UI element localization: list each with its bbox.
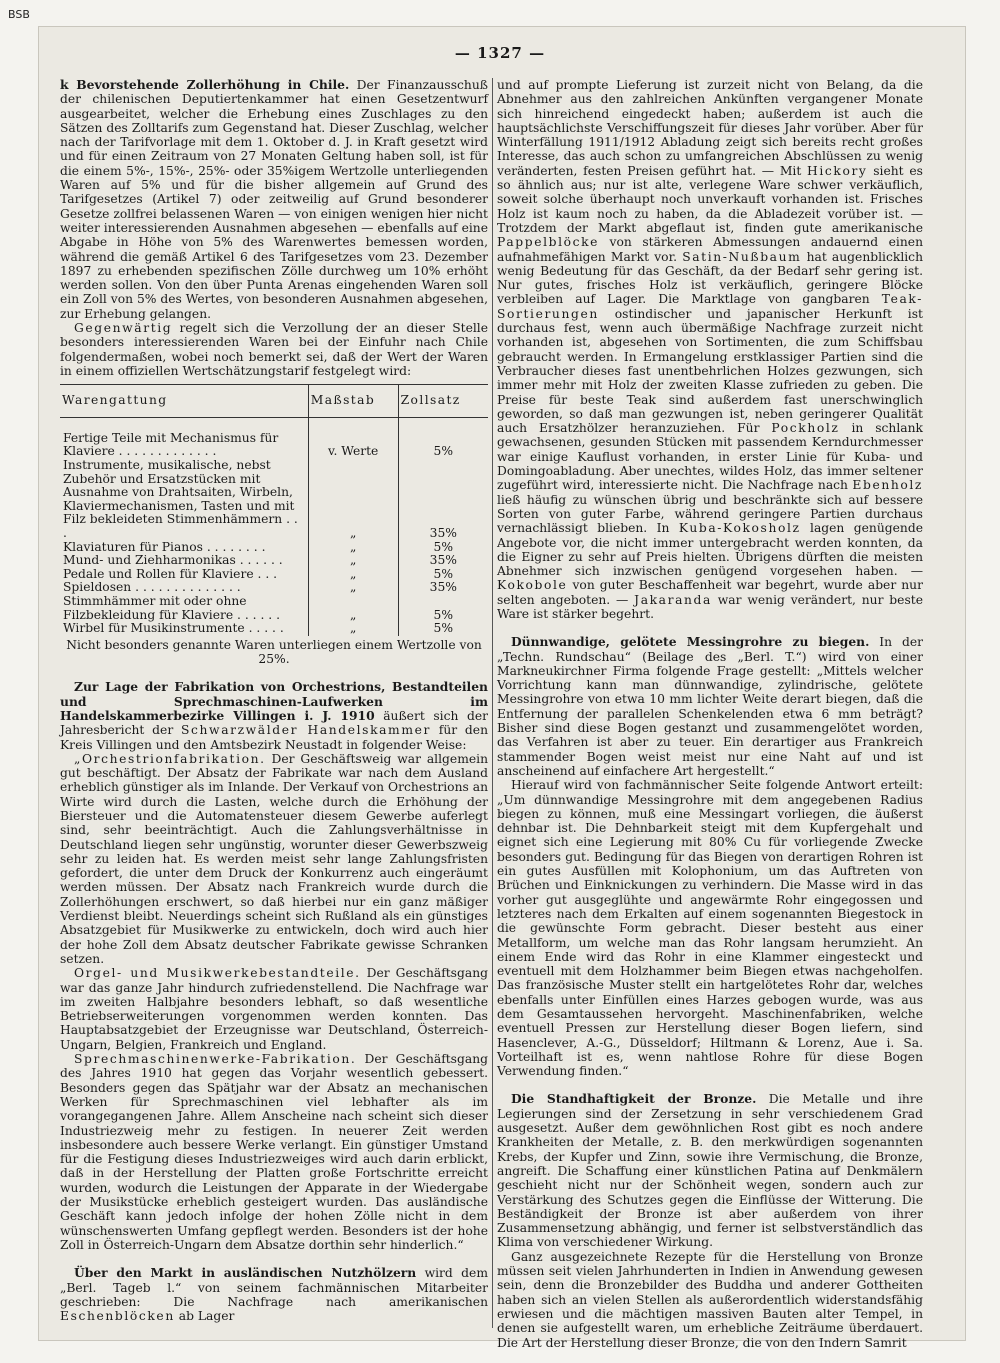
tariff-header-rate: Zollsatz xyxy=(398,385,488,418)
bronze-paragraph-1: Die Metalle und ihre Legierungen sind der Zersetzung in sehr verschiedenem Grad ausgesetzt. Außer dem gewöhnlichen Rost gibt es noch andere Krankheiten der Metalle, z. B. den merkwürdigen sogenannten Krebs, der Kupfer und Zinn, sowie ihre Vermischung, die Bronze, angreift. Die Schaffung einer künstlichen Patina auf Denkmälern geschieht nicht nur der Schönheit wegen, sondern auch zur Verstärkung des Schutzes gegen die Einflüsse der Witterung. Die Beständigkeit der Bronze ist aber außerdem von ihrer Zusammensetzung abhängig, und ferner ist selbstverständlich das Klima von verschiedener Wirkung. xyxy=(497,1092,923,1250)
tariff-rate: 5% xyxy=(398,541,488,555)
nutzholz-spaced: Eschenblöcken xyxy=(60,1309,175,1324)
holz-teak: Teak-Sortierungen xyxy=(497,292,923,321)
chile-paragraph-2 xyxy=(60,321,488,378)
tariff-item: Fertige Teile mit Mechanismus für Klaviere . . . . . . . . . . . . . xyxy=(63,430,279,459)
messing-paragraph-2: Hierauf wird von fachmännischer Seite folgende Antwort erteilt: „Um dünnwandige Messingrohre mit dem angegebenen Radius biegen zu können, muß eine Messingart vorliegen, die äußerst dehnbar ist. Die Dehnbarkeit steigt mit dem Kupfergehalt und eignet sich eine Legierung mit 80% Cu für vorliegende Zwecke besonders gut. Bedingung für das Biegen von derartigen Rohren ist ein gutes Ausfüllen mit Kolophonium, um das Auftreten von Brüchen und Einknickungen zu verhindern. Die Masse wird in das vorher gut ausgeglühte und angewärmte Rohr eingegossen und letzteres nach dem Erkalten auf einem sogenannten Biegestock in die gewünschte Form gebracht. Dieser besteht aus einer Metallform, um welche man das Rohr langsam herumzieht. An einem Ende wird das Rohr in eine Klammer eingesteckt und eventuell mit dem Holzhammer beim Biegen etwas nachgeholfen. Das französische Muster stellt ein hartgelötetes Rohr dar, welches ebenfalls unter Einfüllen eines Harzes gebogen wurde, was aus dem Gesamtaussehen hervorgeht. Maschinenfabriken, welche eventuell Pressen zur Herstellung dieser Bogen liefern, sind Hasenclever, A.-G., Düsseldorf; Hiltmann & Lorenz, Aue i. Sa. Vorteilhaft ist es, wenn nahtlose Rohre für diese Bogen Verwendung finden.“ xyxy=(497,778,923,1079)
holz-jakaranda: Jakaranda xyxy=(634,592,712,607)
tariff-item: Mund- und Ziehharmonikas . . . . . . xyxy=(63,553,283,568)
tariff-measure: „ xyxy=(308,595,398,622)
orchestrion-paragraph-2 xyxy=(60,966,488,1052)
bronze-paragraph-2: Ganz ausgezeichnete Rezepte für die Herstellung von Bronze müssen seit vielen Jahrhunderten in Indien in Anwendung gewesen sein, denn die Bronzebilder des Buddha und anderer Gottheiten haben sich an vielen Stellen als außerordentlich widerstandsfähig erwiesen und die mächtigen massiven Bauten alter Tempel, in denen sie aufgestellt waren, um erhebliche Zeiträume überdauert. Die Art der Herstellung dieser Bronze, die von den Indern Samrit xyxy=(497,1249,923,1350)
table-row xyxy=(60,541,488,555)
table-row xyxy=(60,595,488,622)
tariff-measure: „ xyxy=(308,459,398,541)
orchestrion-p2-spaced: Orgel- und Musikwerkebestandteile. xyxy=(74,966,361,981)
orchestrion-p2-text: Der Geschäftsgang war das ganze Jahr hindurch zufriedenstellend. Die Nachfrage war im zweiten Halbjahre besonders lebhaft, so daß wesentliche Betriebserweiterungen vorgenommen werden konnten. Das Hauptabsatzgebiet der Erzeugnisse war Deutschland, Österreich-Ungarn, Belgien, Frankreich und England. xyxy=(60,966,488,1052)
table-row xyxy=(60,459,488,541)
holz-text-8: lagen genügende Angebote vor, die nicht immer untergebracht werden konnten, da die Eigner zu sehr auf Preis hielten. Übrigens dürften die meisten Abnehmer sich inzwischen genügend vorgesehen haben. — xyxy=(497,521,923,579)
orchestrion-p3-text: Der Geschäftsgang des Jahres 1910 hat gegen das Vorjahr wesentlich gebessert. Besonders gegen das Spätjahr war der Absatz an mechanischen Werken für Sprechmaschinen viel lebhafter als im vorangegangenen Jahre. Allem Anscheine nach scheint sich dieser Industriezweig mehr zu festigen. In neuerer Zeit werden insbesondere auch bessere Werke verlangt. Ein günstiger Umstand für die Festigung dieses Industriezweiges wird auch darin erblickt, daß in der Herstellung der Platten große Fortschritte erreicht wurden, wodurch die Leistungen der Apparate in der Wiedergabe der Musikstücke erheblich gesteigert wurden. Das ausländische Geschäft kann jedoch infolge der hohen Zölle nicht in dem wünschenswerten Umfang gepflegt werden. Besonders ist der hohe Zoll in Österreich-Ungarn dem Absatze dorthin sehr hinderlich.“ xyxy=(60,1052,488,1252)
holz-text-9: von guter Beschaffenheit war begehrt, wurde aber nur selten angeboten. — xyxy=(497,578,923,607)
holz-kokobole: Kokobole xyxy=(497,578,568,593)
holz-ebenholz: Ebenholz xyxy=(852,478,923,493)
chile-p2-text: regelt sich die Verzollung der an dieser Stelle besonders interessierenden Waren bei der Einfuhr nach Chile folgendermaßen, wobei noch bemerkt sei, daß der Wert der Waren in einem offiziellen Wertschätzungstarif festgelegt wird: xyxy=(60,321,488,378)
tariff-measure: „ xyxy=(308,622,398,636)
tariff-rate: 5% xyxy=(398,568,488,582)
tariff-table xyxy=(60,384,488,636)
holz-text-4: hat augenblicklich wenig Bedeutung für das Geschäft, da der Bedarf sehr gering ist. Nur gutes, frisches Holz ist verkäuflich, geringere Blöcke verbleiben auf Lager. Die Marktlage von gangbaren xyxy=(497,249,923,307)
column-divider xyxy=(492,78,493,1328)
tariff-measure: „ xyxy=(308,581,398,595)
holz-text-3: von stärkeren Abmessungen andauernd einen aufnahmefähigen Markt vor. xyxy=(497,235,923,264)
tariff-item: Wirbel für Musikinstrumente . . . . . xyxy=(63,621,284,636)
tariff-measure: „ xyxy=(308,554,398,568)
orchestrion-intro-spaced: Schwarzwälder Handelskammer xyxy=(181,723,431,738)
table-row xyxy=(60,581,488,595)
tariff-footnote: Nicht besonders genannte Waren unterliegen einem Wertzolle von 25%. xyxy=(66,637,482,667)
holz-text-1: und auf prompte Lieferung ist zurzeit nicht von Belang, da die Abnehmer aus den zahlreichen Ankünften vergangener Monate sich hinreichend eingedeckt haben; außerdem ist auch die hauptsächlichste Verschiffungszeit für dieses Jahr vorüber. Aber für Winterfällung 1911/1912 Abladung zeigt sich bereits recht großes Interesse, das auch schon zu umfangreichen Abschlüssen zu wenig veränderten, festen Preisen geführt hat. — Mit xyxy=(497,78,923,178)
page-number: — 1327 — xyxy=(454,44,546,62)
tariff-rate: 35% xyxy=(398,581,488,595)
tariff-item: Instrumente, musikalische, nebst Zubehör und Ersatzstücken mit Ausnahme von Drahtsaiten, Wirbeln, Klaviermechanismen, Tasten und mit Filz bekleideten Stimmenhämmern . . . xyxy=(63,458,298,540)
table-row xyxy=(60,554,488,568)
tariff-measure: „ xyxy=(308,568,398,582)
orchestrion-intro-a: äußert sich der Jahresbericht der xyxy=(60,708,488,738)
nutzholz-heading: Über den Markt in ausländischen Nutzhölzern xyxy=(74,1265,417,1281)
chile-article xyxy=(60,78,488,321)
tariff-rate: 35% xyxy=(398,459,488,541)
messing-paragraph-1: In der „Techn. Rundschau“ (Beilage des „Berl. T.“) wird von einer Markneukirchner Firma folgende Frage gestellt: „Mittels welcher Vorrichtung kann man dünnwandige, zylindrische, gelötete Messingrohre von etwa 10 mm lichter Weite derart biegen, daß die Entfernung der parallelen Schenkelenden etwa 6 mm beträgt? Bisher sind diese Bogen gestanzt und zusammengelötet worden, das Verfahren ist aber zu teuer. Ein derartiger aus Frankreich stammender Bogen weist meist nur eine Naht auf und ist anscheinend auf einfachere Art hergestellt.“ xyxy=(497,635,923,778)
nutzholz-text-b: ab Lager xyxy=(178,1309,235,1324)
holz-satin: Satin-Nußbaum xyxy=(682,249,802,264)
bronze-heading: Die Standhaftigkeit der Bronze. xyxy=(511,1091,757,1107)
right-column xyxy=(497,78,923,1350)
library-mark: BSB xyxy=(8,8,30,21)
messing-article xyxy=(497,635,923,778)
holz-text-10: war wenig verändert, nur beste Ware ist stärker begehrt. xyxy=(497,592,923,621)
tariff-header-row xyxy=(60,385,488,418)
table-row xyxy=(60,417,488,459)
holz-paragraph xyxy=(497,78,923,621)
nutzholz-article xyxy=(60,1266,488,1323)
chile-p2-spaced: Gegenwärtig xyxy=(74,321,173,336)
tariff-rate: 5% xyxy=(398,595,488,622)
tariff-header-goods: Warengattung xyxy=(60,385,308,418)
table-row xyxy=(60,622,488,636)
orchestrion-p3-spaced: Sprechmaschinenwerke-Fabrikation. xyxy=(74,1052,357,1067)
nutzholz-text-a: wird dem „Berl. Tageb l.“ von seinem fachmännischen Mitarbeiter geschrieben: Die Nachfrage nach amerikanischen xyxy=(60,1266,488,1309)
messing-heading: Dünnwandige, gelötete Messingrohre zu biegen. xyxy=(511,634,870,650)
tariff-rate: 5% xyxy=(398,417,488,459)
orchestrion-heading: Zur Lage der Fabrikation von Orchestrions, Bestandteilen und Sprechmaschinen-Laufwerken im Handelskammerbezirke Villingen i. J. 1910 xyxy=(60,679,488,723)
orchestrion-paragraph-3 xyxy=(60,1052,488,1252)
holz-text-7: ließ häufig zu wünschen übrig und beschränkte sich auf bessere Sorten von guter Farbe, während geringere Partien durchaus vernachlässigt blieben. In xyxy=(497,492,923,536)
orchestrion-article xyxy=(60,680,488,751)
tariff-item: Stimmhämmer mit oder ohne Filzbekleidung für Klaviere . . . . . . xyxy=(63,593,281,622)
tariff-item: Klaviaturen für Pianos . . . . . . . . xyxy=(63,539,266,554)
orchestrion-paragraph-1 xyxy=(60,752,488,966)
tariff-rate: 35% xyxy=(398,554,488,568)
orchestrion-intro-b: für den Kreis Villingen und den Amtsbezirk Neustadt in folgender Weise: xyxy=(60,723,488,752)
bronze-article xyxy=(497,1092,923,1249)
table-row xyxy=(60,568,488,582)
holz-pappel: Pappelblöcke xyxy=(497,235,600,250)
holz-text-6: in schlank gewachsenen, gesunden Stücken mit passendem Kerndurchmesser war einige Kauflust vorhanden, in erster Linie für Kuba- und Domingoabladung. Aber unechtes, wildes Holz, das immer seltener zugeführt wird, interessierte nicht. Die Nachfrage nach xyxy=(497,421,923,493)
tariff-measure: „ xyxy=(308,541,398,555)
orchestrion-p1-text: Der Geschäftsweig war allgemein gut beschäftigt. Der Absatz der Fabrikate war nach dem Ausland erheblich günstiger als im Inlande. Der Verkauf von Orchestrions an Wirte wird durch die Lasten, welche durch die Erhöhung der Biersteuer und die Automatensteuer diesem Gewerbe auferlegt sind, sehr beeinträchtigt. Auch die Zahlungsverhältnisse in Deutschland liegen sehr ungünstig, worunter dieser Gewerbszweig sehr zu leiden hat. Es werden meist sehr lange Zahlungsfristen gefordert, die unter dem Druck der Konkurrenz auch eingeräumt werden müssen. Der Absatz nach Frankreich wurde durch die Zollerhöhungen erschwert, so daß hierbei nur ein ganz mäßiger Verdienst bleibt. Neuerdings scheint sich Rußland als ein günstiges Absatzgebiet für Musikwerke zu entwickeln, doch wird auch hier der hohe Zoll dem Absatz deutscher Fabrikate gewisse Schranken setzen. xyxy=(60,751,488,966)
holz-text-5: ostindischer und japanischer Herkunft ist durchaus fest, wenn auch übermäßige Nachfrage zurzeit nicht vorhanden ist, abgesehen von Sortimenten, die zum Schiffsbau gebraucht werden. In Ermangelung erstklassiger Partien sind die Verbraucher dieses fast unentbehrlichen Holzes gezwungen, sich immer mehr mit Holz der zweiten Klasse zufrieden zu geben. Die Preise für beste Teak sind außerdem fast unerschwinglich geworden, so daß man gezwungen ist, neben geringerer Qualität auch Ersatzhölzer heranzuziehen. Für xyxy=(497,306,923,436)
tariff-item: Spieldosen . . . . . . . . . . . . . . xyxy=(63,580,241,595)
holz-text-2: sieht es so ähnlich aus; nur ist alte, verlegene Ware schwer verkäuflich, soweit solche überhaupt noch unverkauft vorhanden ist. Frisches Holz ist kaum noch zu haben, da die Abladezeit vorüber ist. — Trotzdem der Markt abgeflaut ist, finden gute amerikanische xyxy=(497,163,923,235)
left-column xyxy=(60,78,488,1323)
chile-heading: k Bevorstehende Zollerhöhung in Chile. xyxy=(60,77,350,92)
tariff-header-measure: Maßstab xyxy=(308,385,398,418)
holz-kuba: Kuba-Kokosholz xyxy=(678,521,801,536)
holz-pockholz: Pockholz xyxy=(771,421,840,436)
tariff-measure: v. Werte xyxy=(308,417,398,459)
orchestrion-p1-spaced: „Orchestrionfabrikation. xyxy=(74,751,266,766)
tariff-item: Pedale und Rollen für Klaviere . . . xyxy=(63,566,278,581)
holz-hickory: Hickory xyxy=(807,163,868,178)
tariff-rate: 5% xyxy=(398,622,488,636)
chile-paragraph-1: Der Finanzausschuß der chilenischen Deputiertenkammer hat einen Gesetzentwurf ausgearbeitet, welcher die Erhebung eines Zuschlages zu den Sätzen des Zolltarifs zum Gegenstand hat. Dieser Zuschlag, welcher nach der Tarifvorlage mit dem 1. Oktober d. J. in Kraft gesetzt wird und für einen Zeitraum von 27 Monaten Geltung haben soll, ist für die einem 5%-, 15%-, 25%- oder 35%igem Wertzolle unterliegenden Waren auf 5% und für die bisher allgemein auf Grund des Tarifgesetzes (Artikel 7) oder zeitweilig auf Grund besonderer Gesetze zollfrei belassenen Waren — von einigen wenigen hier nicht weiter interessierenden Ausnahmen abgesehen — ebenfalls auf eine Abgabe in Höhe von 5% des Warenwertes bemessen worden, während die gemäß Artikel 6 des Tarifgesetzes vom 23. Dezember 1897 zu erhebenden spezifischen Zölle durchweg um 10% erhöht werden sollen. Von den über Punta Arenas eingehenden Waren soll ein Zoll von 5% des Wertes, von besonderen Ausnahmen abgesehen, zur Erhebung gelangen. xyxy=(60,78,488,321)
